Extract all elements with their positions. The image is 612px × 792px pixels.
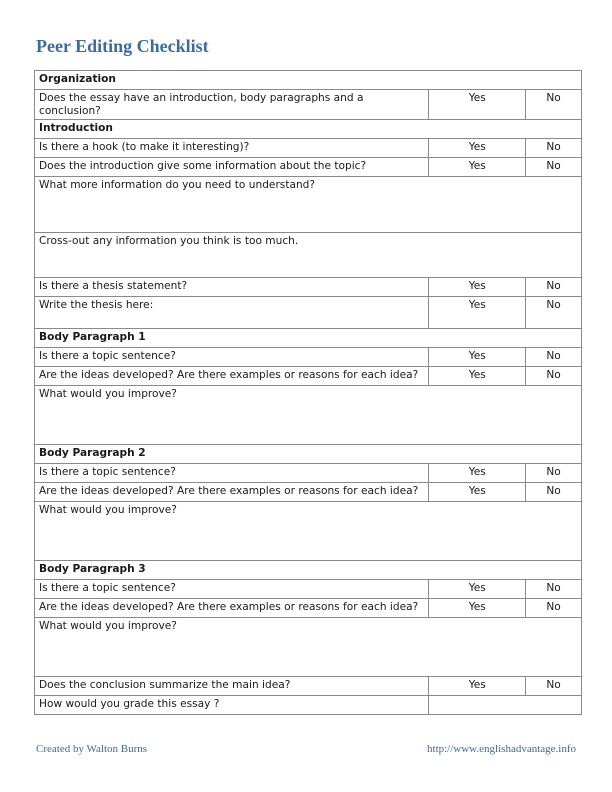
section-heading: Introduction: [35, 120, 582, 139]
question-row: [35, 599, 582, 618]
question-text: Does the essay have an introduction, body paragraphs and a conclusion?: [35, 90, 429, 120]
no-option[interactable]: No: [526, 278, 582, 297]
no-option[interactable]: No: [526, 139, 582, 158]
grade-row: [35, 696, 582, 715]
checklist-table: [34, 70, 582, 715]
question-text: Does the introduction give some information about the topic?: [35, 158, 429, 177]
section-row-body-paragraph-2: [35, 445, 582, 464]
open-answer-row: [35, 502, 582, 561]
footer-url[interactable]: http://www.englishadvantage.info: [427, 743, 576, 755]
question-text: How would you grade this essay ?: [35, 696, 429, 715]
open-question-text[interactable]: What would you improve?: [35, 386, 582, 445]
yes-option[interactable]: Yes: [429, 139, 526, 158]
question-text: Are the ideas developed? Are there examples or reasons for each idea?: [35, 483, 429, 502]
question-row: [35, 90, 582, 120]
open-question-text[interactable]: Cross-out any information you think is too much.: [35, 233, 582, 278]
question-row: [35, 677, 582, 696]
question-text: Is there a topic sentence?: [35, 464, 429, 483]
question-row: [35, 580, 582, 599]
section-heading: Body Paragraph 1: [35, 329, 582, 348]
question-row: [35, 278, 582, 297]
no-option[interactable]: No: [526, 158, 582, 177]
section-heading: Body Paragraph 2: [35, 445, 582, 464]
open-question-text[interactable]: What would you improve?: [35, 618, 582, 677]
question-row: [35, 464, 582, 483]
section-row-introduction: [35, 120, 582, 139]
question-text: Is there a hook (to make it interesting)?: [35, 139, 429, 158]
open-answer-row: [35, 386, 582, 445]
yes-option[interactable]: Yes: [429, 278, 526, 297]
question-text: Is there a topic sentence?: [35, 348, 429, 367]
question-row: [35, 297, 582, 329]
question-text: Are the ideas developed? Are there examples or reasons for each idea?: [35, 367, 429, 386]
yes-option[interactable]: Yes: [429, 367, 526, 386]
no-option[interactable]: No: [526, 367, 582, 386]
no-option[interactable]: No: [526, 348, 582, 367]
no-option[interactable]: No: [526, 580, 582, 599]
open-answer-row: [35, 618, 582, 677]
question-text[interactable]: Write the thesis here:: [35, 297, 429, 329]
question-row: [35, 483, 582, 502]
yes-option[interactable]: Yes: [429, 483, 526, 502]
open-question-text[interactable]: What would you improve?: [35, 502, 582, 561]
no-option[interactable]: No: [526, 464, 582, 483]
yes-option[interactable]: Yes: [429, 677, 526, 696]
grade-answer-cell[interactable]: [429, 696, 582, 715]
section-row-organization: [35, 71, 582, 90]
question-row: [35, 139, 582, 158]
question-row: [35, 158, 582, 177]
no-option[interactable]: No: [526, 90, 582, 120]
question-text: Is there a thesis statement?: [35, 278, 429, 297]
yes-option[interactable]: Yes: [429, 599, 526, 618]
section-heading: Body Paragraph 3: [35, 561, 582, 580]
no-option[interactable]: No: [526, 599, 582, 618]
page-title: Peer Editing Checklist: [36, 36, 209, 56]
yes-option[interactable]: Yes: [429, 464, 526, 483]
yes-option[interactable]: Yes: [429, 348, 526, 367]
open-answer-row: [35, 233, 582, 278]
yes-option[interactable]: Yes: [429, 158, 526, 177]
question-text: Is there a topic sentence?: [35, 580, 429, 599]
yes-option[interactable]: Yes: [429, 297, 526, 329]
question-text: Are the ideas developed? Are there examples or reasons for each idea?: [35, 599, 429, 618]
section-heading: Organization: [35, 71, 582, 90]
open-answer-row: [35, 177, 582, 233]
no-option[interactable]: No: [526, 483, 582, 502]
yes-option[interactable]: Yes: [429, 580, 526, 599]
question-row: [35, 348, 582, 367]
no-option[interactable]: No: [526, 297, 582, 329]
question-row: [35, 367, 582, 386]
section-row-body-paragraph-1: [35, 329, 582, 348]
open-question-text[interactable]: What more information do you need to understand?: [35, 177, 582, 233]
yes-option[interactable]: Yes: [429, 90, 526, 120]
no-option[interactable]: No: [526, 677, 582, 696]
footer-credit: Created by Walton Burns: [36, 743, 148, 755]
section-row-body-paragraph-3: [35, 561, 582, 580]
question-text: Does the conclusion summarize the main idea?: [35, 677, 429, 696]
